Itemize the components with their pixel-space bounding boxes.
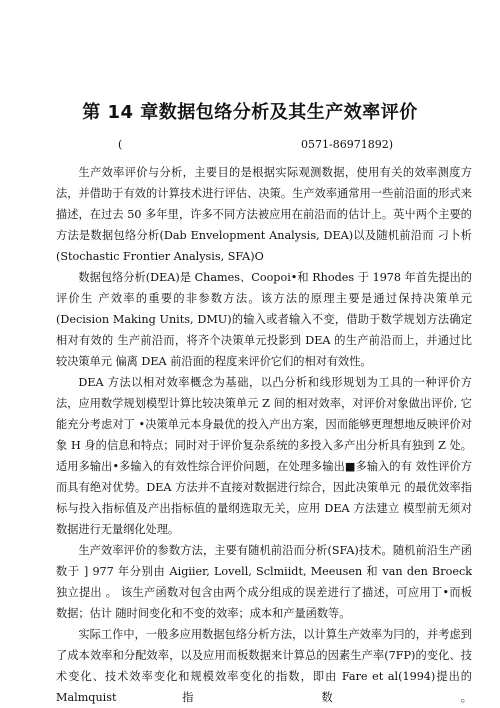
paragraph-2: 数据包络分析(DEA)是 Chames、Coopoi•和 Rhodes 于 1978 年首先提出的评价生 产效率的重要的非参数方法。该方法的原理主要是通过保持决策单元(Decision Making Units, DMU)的输入或者输入不变，借助于数学规划方法确定相对有效的 生产前沿而，将齐个决策单元投影到 DEA 的生产前沿而上，并通过比较决策单元 偏离 DEA 前沿面的程度来评价它们的相对有效性。 <box>56 271 472 368</box>
contact-paren: ( <box>118 138 123 151</box>
contact-phone: 0571-86971892) <box>301 138 393 151</box>
paragraph-4: 生产效率评价的参数方法，主要有随机前沿而分析(SFA)技术。随机前沿生产函数于 ] 977 年分别由 Aigiier, Lovell, Sclmiidt, Meeusen 和 van den Broeck 独立提出 。 该生产函数对包含由两个成分组成的误差进行了描述，可应用丁•而板数据；估计 随时间变化和不变的效率；成本和产量函数等。 <box>56 544 472 620</box>
paragraph-5: 实际工作中，一般多应用数据包络分析方法，以计算生产效率为冃的，并考虑到了成本效率和分配效率，以及应用而板数据来计算总的因素生产率(7FP)的变化、技术变化、技术效率变化和规模效率变化的指数，即由 Fare et al(1994)提出的 Malmquist 指 数 。 <box>56 628 472 704</box>
paragraph-1: 生产效率评价与分析，主要目的是根据实际观测数据，使用有关的效率测度方法，并借助于有效的计算技术进行评估、决策。生产效率通常用一些前沿面的形式来描述，在过去 50 多年里，许多不同方法被应用在前沿而的估计上。英屮两个主要的方法是数据包络分析(Dab Envelopment Analysis, DEA)以及随机前沿而 刁卜析(Stochastic Frontier Analysis, SFA)O <box>56 166 472 263</box>
chapter-title: 第 14 章数据包络分析及其生产效率评价 <box>82 102 418 123</box>
document-body <box>56 162 472 708</box>
contact-line <box>0 138 500 154</box>
paragraph-3: DEA 方法以相对效率概念为基础，以凸分析和线形规划为工具的一种评价方法，应用数学规划模型计算比较决策单元 Z 间的相对效率，对评价对象做出评价, 它能充分考虑对丁 •决策单元本身最优的投入产出方案，因而能够更理想地反映评价对象 H 身的信息和特点；同时对于评价复杂系统的多投入多产出分析具有独到 Z 处。适用多输出•多输入的有效性综合评价问题，在处理多输出■多输入的有 效性评价方而具有绝对优势。DEA 方法并不直接对数据进行综合，因此决策单元 的最优效率指标与投入指标值及产出指标值的量纲选取无关，应用 DEA 方法建立 模型前无须对数据进行无量纲化处理。 <box>56 376 472 536</box>
